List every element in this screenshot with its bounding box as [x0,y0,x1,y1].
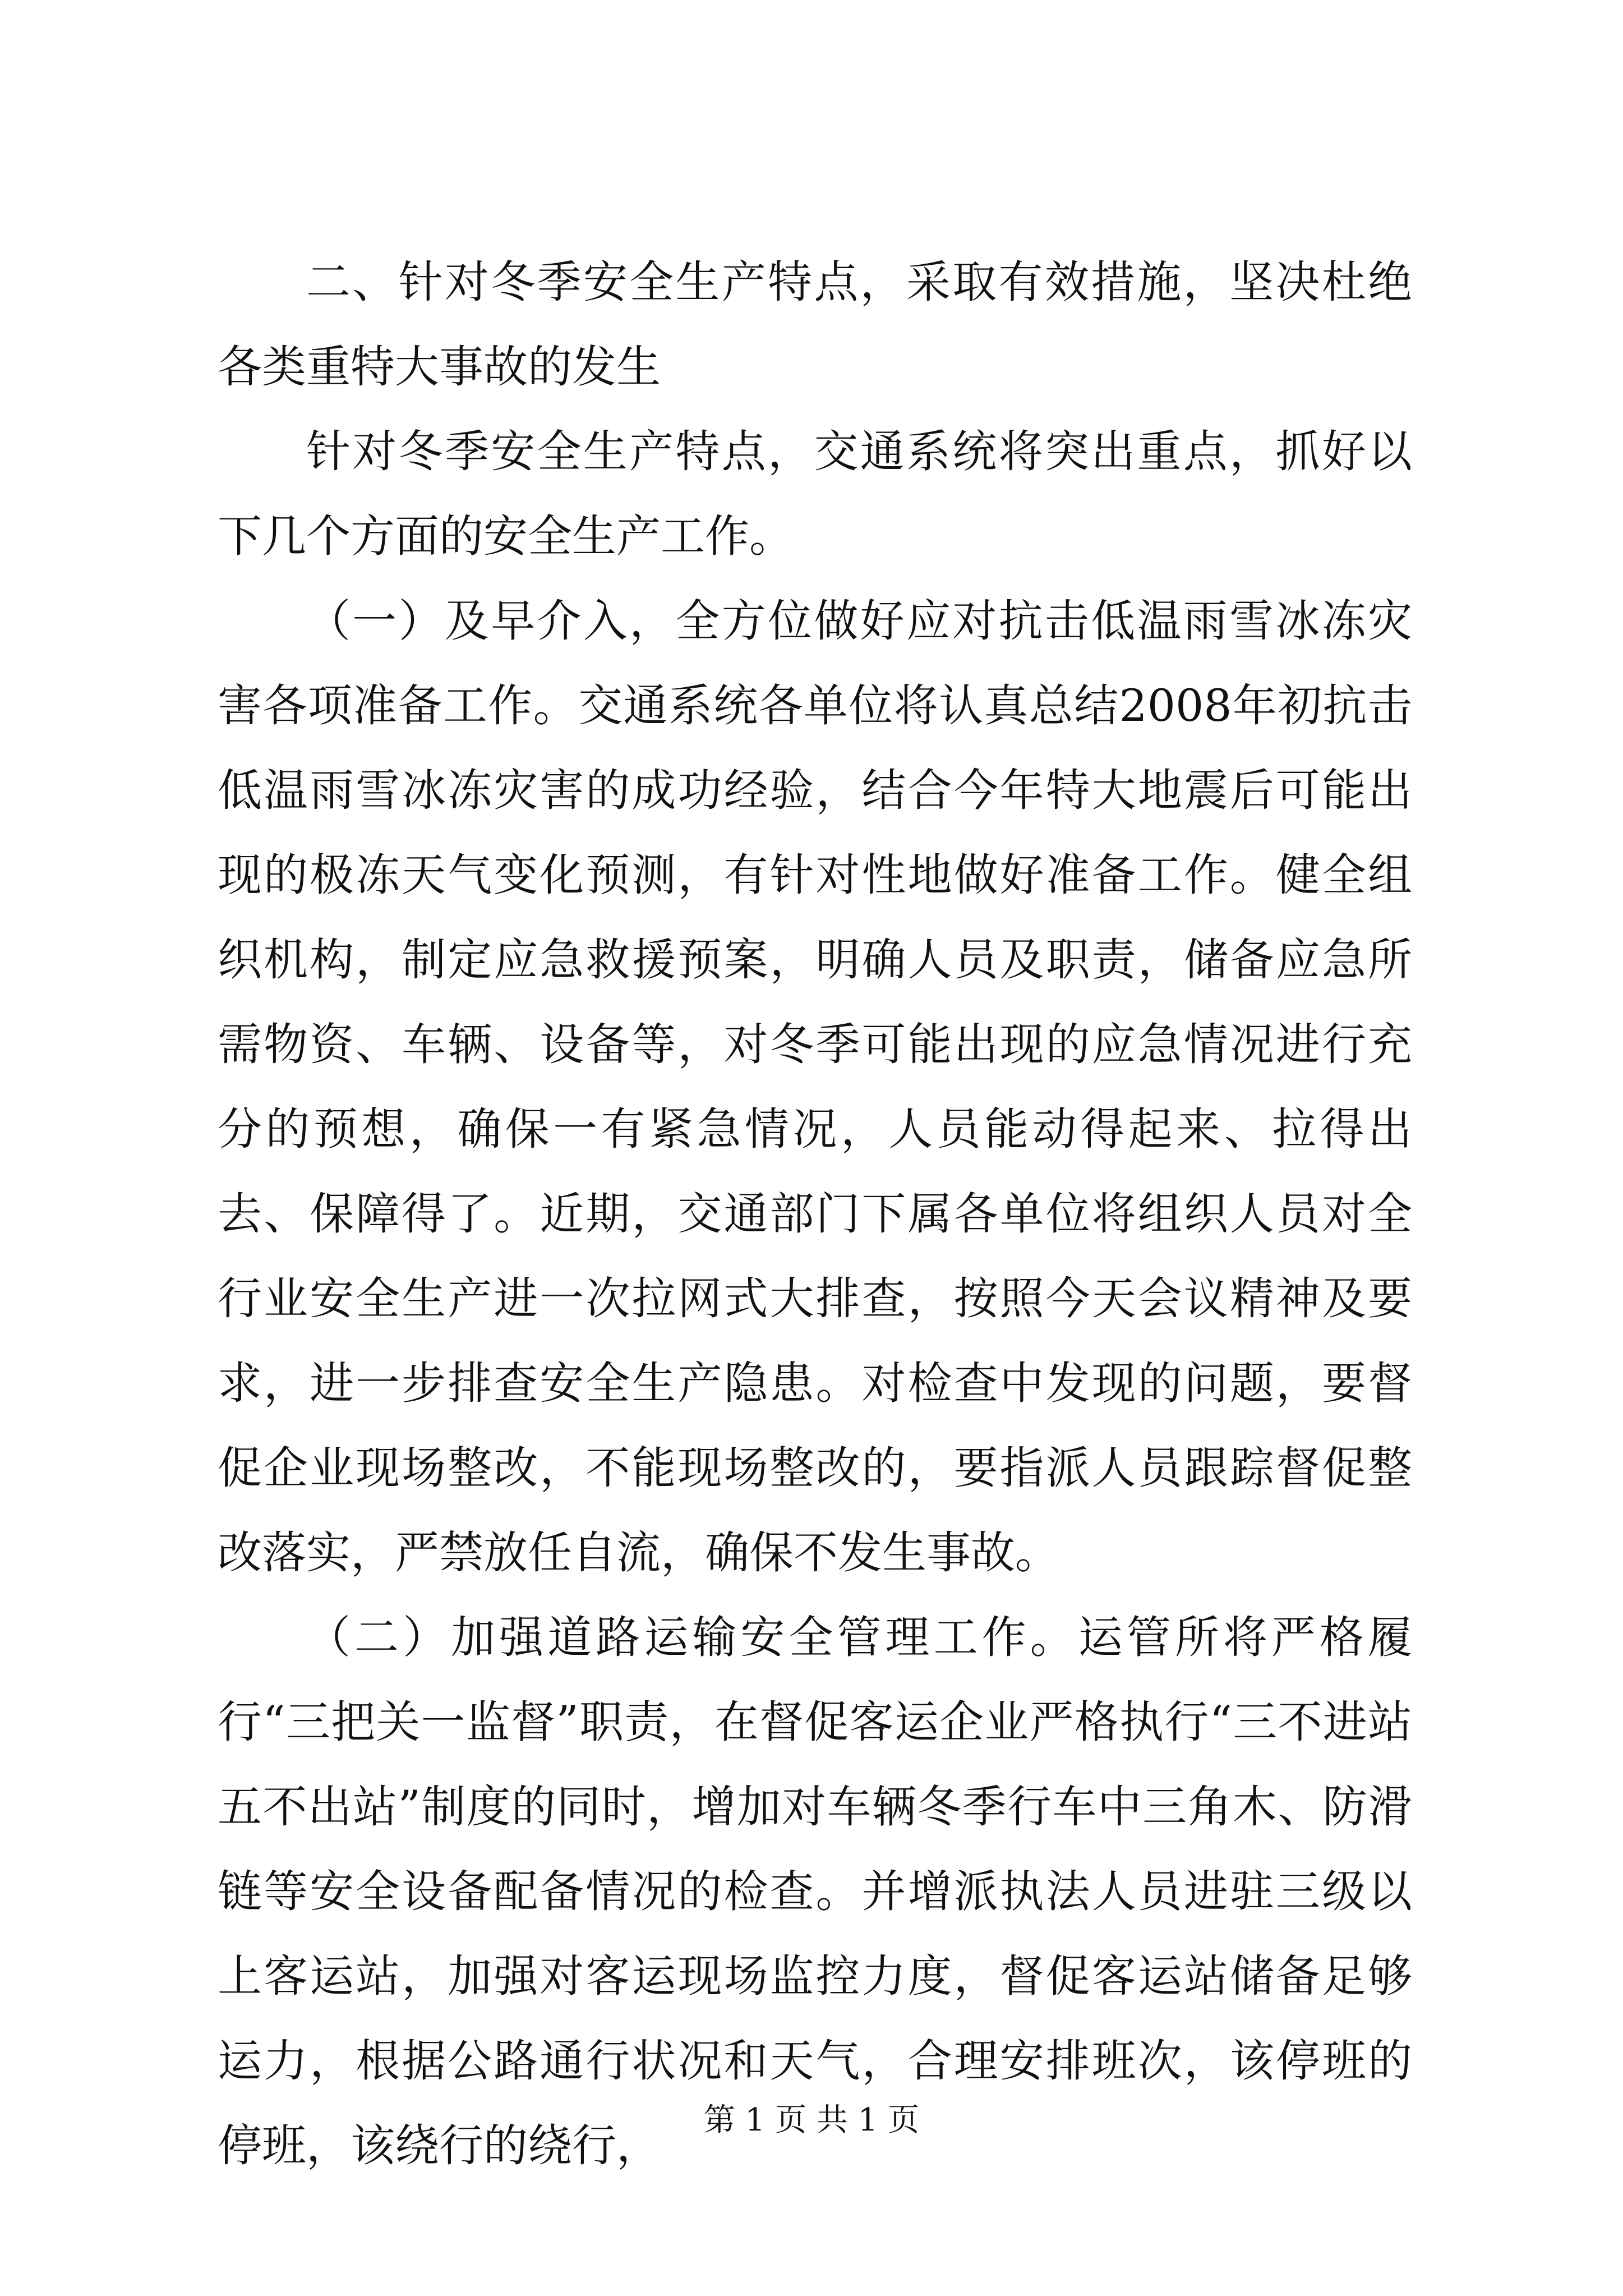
intro-paragraph: 针对冬季安全生产特点，交通系统将突出重点，抓好以下几个方面的安全生产工作。 [218,426,1412,562]
document-body [218,240,1412,2188]
paragraph-item-2: （二）加强道路运输安全管理工作。运管所将严格履行“三把关一监督”职责，在督促客运企业严格执行“三不进站五不出站”制度的同时，增加对车辆冬季行车中三角木、防滑链等安全设备配备情况的检查。并增派执法人员进驻三级以上客运站，加强对客运现场监控力度，督促客运站储备足够运力，根据公路通行状况和天气，合理安排班次，该停班的停班，该绕行的绕行， [218,1612,1412,2171]
section-heading: 二、针对冬季安全生产特点，采取有效措施，坚决杜绝各类重特大事故的发生 [218,256,1412,393]
paragraph-item-1: （一）及早介入，全方位做好应对抗击低温雨雪冰冻灾害各项准备工作。交通系统各单位将认真总结2008年初抗击低温雨雪冰冻灾害的成功经验，结合今年特大地震后可能出现的极冻天气变化预测，有针对性地做好准备工作。健全组织机构，制定应急救援预案，明确人员及职责，储备应急所需物资、车辆、设备等，对冬季可能出现的应急情况进行充分的预想，确保一有紧急情况，人员能动得起来、拉得出去、保障得了。近期，交通部门下属各单位将组织人员对全行业安全生产进一次拉网式大排查，按照今天会议精神及要求，进一步排查安全生产隐患。对检查中发现的问题，要督促企业现场整改，不能现场整改的，要指派人员跟踪督促整改落实，严禁放任自流，确保不发生事故。 [218,595,1412,1579]
page-footer: 第 1 页 共 1 页 [703,2102,920,2138]
